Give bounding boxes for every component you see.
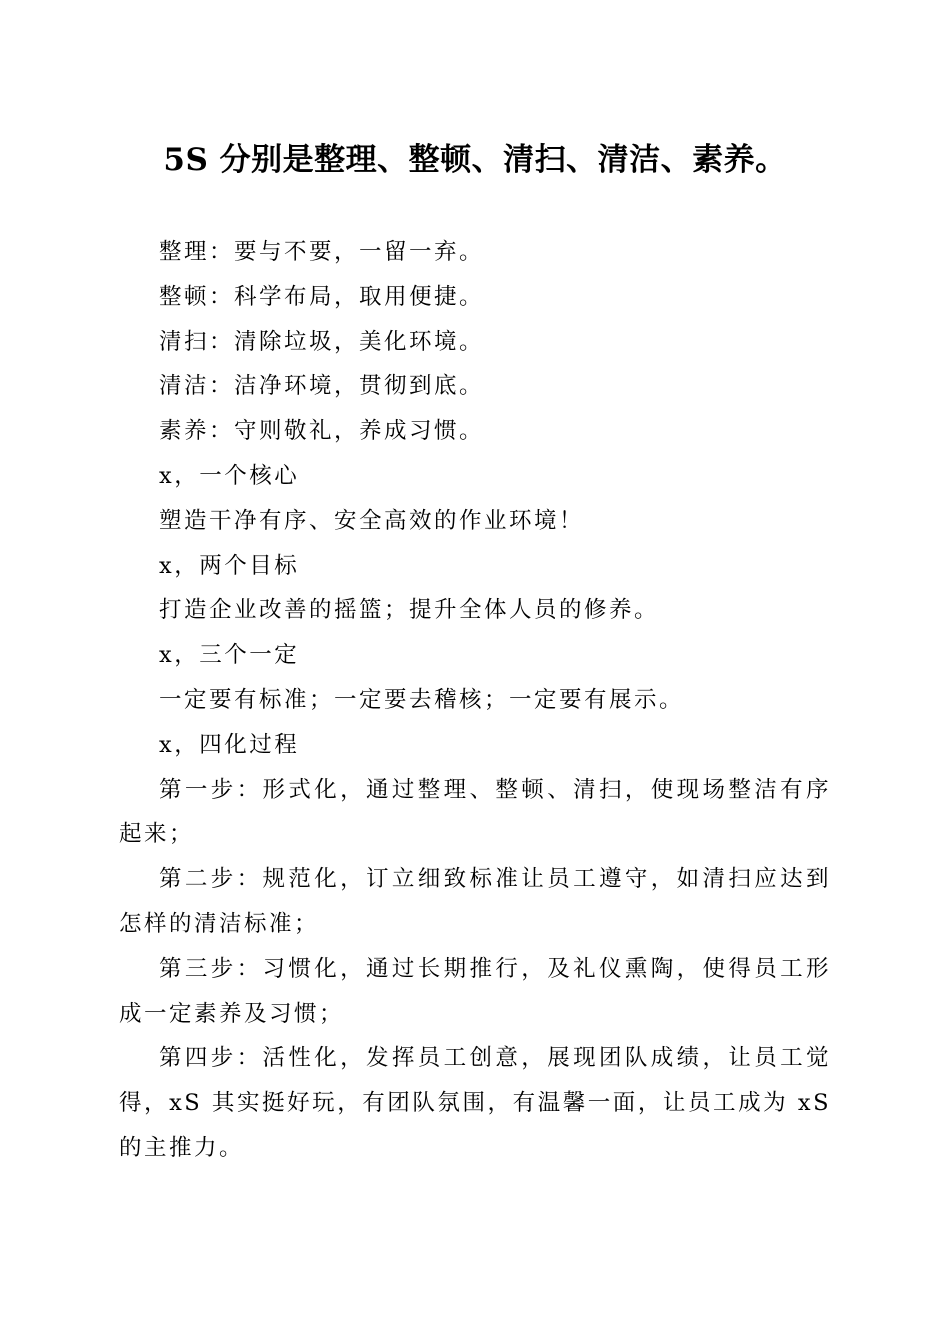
heading-three-musts: x，三个一定: [159, 642, 300, 669]
paragraph-zhengdun: 整顿：科学布局，取用便捷。: [159, 283, 485, 310]
document-body: [119, 230, 831, 1171]
document-title: 5S 分别是整理、整顿、清扫、清洁、素养。: [163, 142, 787, 178]
heading-four-processes: x，四化过程: [159, 731, 300, 758]
paragraph-zhengli: 整理：要与不要，一留一弃。: [159, 239, 485, 265]
paragraph-step-four: 第四步：活性化，发挥员工创意，展现团队成绩，让员工觉得，xS 其实挺好玩，有团队氛围，有温馨一面，让员工成为 xS 的主推力。: [119, 1045, 831, 1161]
heading-two-goals: x，两个目标: [159, 552, 300, 579]
paragraph-step-three: 第三步：习惯化，通过长期推行，及礼仪熏陶，使得员工形成一定素养及习惯；: [119, 955, 831, 1027]
paragraph-two-goals: 打造企业改善的摇篮；提升全体人员的修养。: [159, 597, 660, 624]
paragraph-step-one: 第一步：形式化，通过整理、整顿、清扫，使现场整洁有序起来；: [119, 776, 831, 848]
paragraph-step-two: 第二步：规范化，订立细致标准让员工遵守，如清扫应达到怎样的清洁标准；: [119, 866, 831, 937]
paragraph-three-musts: 一定要有标准；一定要去稽核；一定要有展示。: [159, 686, 685, 713]
paragraph-qingsao: 清扫：清除垃圾，美化环境。: [159, 328, 485, 355]
paragraph-suyang: 素养：守则敬礼，养成习惯。: [159, 418, 485, 445]
heading-one-core: x，一个核心: [159, 462, 300, 489]
paragraph-qingjie: 清洁：洁净环境，贯彻到底。: [159, 373, 485, 400]
paragraph-one-core: 塑造干净有序、安全高效的作业环境！: [159, 507, 585, 534]
